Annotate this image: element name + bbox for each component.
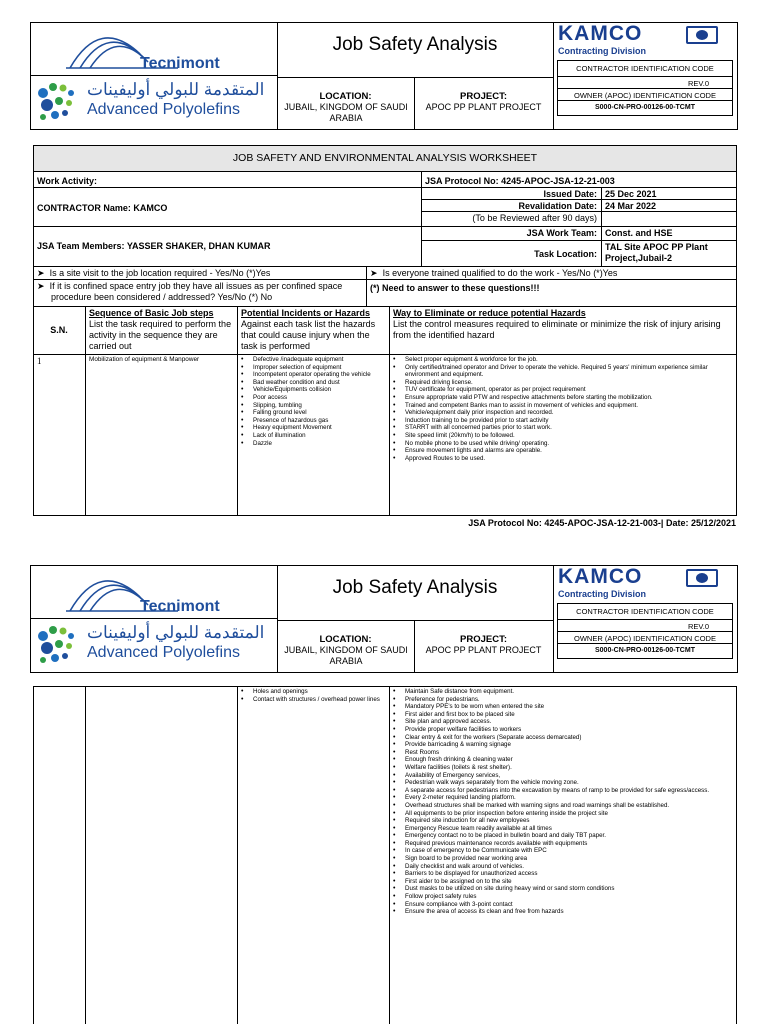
list-item: • Trained and competent Banks man to assist in movement of vehicles and equipment. <box>391 402 735 410</box>
kamco-name: KAMCO <box>558 565 643 588</box>
document-title: Job Safety Analysis <box>332 34 498 55</box>
list-item: • Welfare facilities (toilets & rest shelter). <box>391 764 735 772</box>
work-team-value: Const. and HSE <box>605 228 673 238</box>
list-item: • Ensure movement lights and alarms are operable. <box>391 447 735 455</box>
kamco-name: KAMCO <box>558 22 643 45</box>
list-item: • Barriers to be displayed for unauthorized access <box>391 870 735 878</box>
list-item: • First aider to be assigned on to the site <box>391 878 735 886</box>
list-item: • Induction training to be provided prior to start activity <box>391 417 735 425</box>
list-item: • Lack of illumination <box>239 432 387 440</box>
question-trained: ➤ Is everyone trained qualified to do the work - Yes/No (*)Yes <box>370 268 618 278</box>
kamco-division: Contracting Division <box>558 46 647 56</box>
list-item: • Site plan and approved access. <box>391 718 735 726</box>
review-note: (To be Reviewed after 90 days) <box>472 213 597 223</box>
list-item: • Bad weather condition and dust <box>239 379 387 387</box>
list-item: • Mandatory PPE's to be worn when entered the site <box>391 703 735 711</box>
task-location-label: Task Location: <box>534 249 597 259</box>
list-item: • Holes and openings <box>239 688 387 696</box>
contractor-name: CONTRACTOR Name: KAMCO <box>37 203 168 213</box>
list-item: • Improper selection of equipment <box>239 364 387 372</box>
document-title-2: Job Safety Analysis <box>332 577 498 598</box>
list-item: • Contact with structures / overhead power lines <box>239 696 387 704</box>
footer-protocol: JSA Protocol No: 4245-APOC-JSA-12-21-003-| Date: 25/12/2021 <box>468 518 736 528</box>
revalidation-date-value: 24 Mar 2022 <box>605 201 657 211</box>
list-item: • Provide barricading & warning signage <box>391 741 735 749</box>
project-label: PROJECT: <box>460 634 507 645</box>
location-value: JUBAIL, KINGDOM OF SAUDI ARABIA <box>284 645 408 666</box>
tecnimont-name: Tecnimont <box>140 598 220 615</box>
list-item: • Dazzle <box>239 440 387 448</box>
list-item: • Daily checklist and walk around of vehicles. <box>391 863 735 871</box>
list-item: • Sign board to be provided near working area <box>391 855 735 863</box>
question-site-visit: ➤ Is a site visit to the job location required - Yes/No (*)Yes <box>37 268 271 278</box>
apoc-logo-2 <box>33 620 275 672</box>
revision: REV.0 <box>688 622 709 631</box>
location-label: LOCATION: <box>319 634 372 645</box>
owner-code-label: OWNER (APOC) IDENTIFICATION CODE <box>574 91 716 100</box>
contractor-code-label: CONTRACTOR IDENTIFICATION CODE <box>576 607 714 616</box>
row-sn: 1 <box>37 356 42 366</box>
apoc-dots-icon <box>33 79 83 127</box>
apoc-arabic-name: المتقدمة للبولي أوليفينات <box>87 80 265 99</box>
list-item: • Availability of Emergency services, <box>391 772 735 780</box>
list-item: • No mobile phone to be used while driving/ operating. <box>391 440 735 448</box>
list-item: • Pedestrian walk ways separately from the vehicle moving zone. <box>391 779 735 787</box>
list-item: • Incompetent operator operating the vehicle <box>239 371 387 379</box>
team-members: JSA Team Members: YASSER SHAKER, DHAN KUMAR <box>37 241 271 251</box>
list-item: • Emergency contact no to be placed in bulletin board and daily TBT paper. <box>391 832 735 840</box>
revision: REV.0 <box>688 79 709 88</box>
list-item: • Provide proper welfare facilities to workers <box>391 726 735 734</box>
question-confined-space: ➤ If it is confined space entry job they have all issues as per confined space procedure been considered / addressed? Yes/No (*) No <box>37 281 343 302</box>
list-item: • Vehicle/equipment daily prior inspection and recorded. <box>391 409 735 417</box>
location-value: JUBAIL, KINGDOM OF SAUDI ARABIA <box>284 102 408 123</box>
kamco-emblem-icon <box>686 569 718 587</box>
list-item: • Site speed limit (20km/h) to be followed. <box>391 432 735 440</box>
list-item: • Falling ground level <box>239 409 387 417</box>
list-item: • Emergency Rescue team readily available at all times <box>391 825 735 833</box>
location-label: LOCATION: <box>319 91 372 102</box>
list-item: • Required site induction for all new employees <box>391 817 735 825</box>
worksheet-title: JOB SAFETY AND ENVIRONMENTAL ANALYSIS WORKSHEET <box>232 152 538 164</box>
tecnimont-logo-2 <box>60 567 270 617</box>
work-team-label: JSA Work Team: <box>526 228 597 238</box>
list-item: • Preference for pedestrians. <box>391 696 735 704</box>
list-item: • Ensure compliance with 3-point contact <box>391 901 735 909</box>
list-item: • All equipments to be prior inspection before entering inside the project site <box>391 810 735 818</box>
list-item: • Clear entry & exit for the workers (Separate access demarcated) <box>391 734 735 742</box>
apoc-english-name: Advanced Polyolefins <box>87 101 240 118</box>
hazards-list-page2 <box>239 688 387 703</box>
project-label: PROJECT: <box>460 91 507 102</box>
list-item: • TUV certificate for equipment, operator as per project requirement <box>391 386 735 394</box>
list-item: • Approved Routes to be used. <box>391 455 735 463</box>
list-item: • Every 2-meter required landing platform. <box>391 794 735 802</box>
controls-list-page2 <box>391 688 735 916</box>
row-job-step: Mobilization of equipment & Manpower <box>89 356 200 363</box>
kamco-emblem-icon <box>686 26 718 44</box>
list-item: • Ensure appropriate valid PTW and respective attachments before starting the mobilization. <box>391 394 735 402</box>
kamco-logo-2 <box>556 567 736 601</box>
list-item: • Enough fresh drinking & cleaning water <box>391 756 735 764</box>
list-item: • Vehicle/Equipments collision <box>239 386 387 394</box>
list-item: • A separate access for pedestrians into the excavation by means of ramp to be provided for safe egress/access. <box>391 787 735 795</box>
revalidation-date-label: Revalidation Date: <box>518 201 597 211</box>
work-activity-label: Work Activity: <box>37 176 98 186</box>
list-item: • Dust masks to be utilized on site during heavy wind or sand storm conditions <box>391 885 735 893</box>
column-controls: Way to Eliminate or reduce potential Hazards List the control measures required to eliminate or minimize the risk of injury arising from the identified hazard <box>393 308 721 340</box>
list-item: • Maintain Safe distance from equipment. <box>391 688 735 696</box>
answer-note: (*) Need to answer to these questions!!! <box>370 283 540 293</box>
project-value: APOC PP PLANT PROJECT <box>425 645 542 655</box>
list-item: • Follow project safety rules <box>391 893 735 901</box>
list-item: • First aider and first box to be placed site <box>391 711 735 719</box>
apoc-english-name: Advanced Polyolefins <box>87 644 240 661</box>
list-item: • Required previous maintenance records available with equipments <box>391 840 735 848</box>
owner-code-label: OWNER (APOC) IDENTIFICATION CODE <box>574 634 716 643</box>
column-sequence: Sequence of Basic Job steps List the task required to perform the activity in the sequence they are carried out <box>89 308 232 351</box>
list-item: • Heavy equipment Movement <box>239 424 387 432</box>
column-hazards: Potential Incidents or Hazards Against each task list the hazards that could cause injury when the task is performed <box>241 308 376 351</box>
list-item: • STARRT with all concerned parties prior to start work. <box>391 424 735 432</box>
column-sn: S.N. <box>50 325 68 335</box>
kamco-logo <box>556 24 736 58</box>
issued-date-value: 25 Dec 2021 <box>605 189 657 199</box>
tecnimont-logo <box>60 24 270 74</box>
list-item: • Overhead structures shall be marked with warning signs and road warnings shall be established. <box>391 802 735 810</box>
kamco-division: Contracting Division <box>558 589 647 599</box>
list-item: • Presence of hazardous gas <box>239 417 387 425</box>
apoc-arabic-name: المتقدمة للبولي أوليفينات <box>87 623 265 642</box>
contractor-code-label: CONTRACTOR IDENTIFICATION CODE <box>576 64 714 73</box>
list-item: • Only certified/trained operator and Driver to operate the vehicle. Required 5 years' minimum experience similar environment and equipment. <box>391 364 735 379</box>
list-item: • Ensure the area of access its clean and free from hazards <box>391 908 735 916</box>
list-item: • Select proper equipment & workforce for the job. <box>391 356 735 364</box>
tecnimont-name: Tecnimont <box>140 55 220 72</box>
apoc-dots-icon <box>33 622 83 670</box>
task-location-value: TAL Site APOC PP Plant Project,Jubail-2 <box>605 242 708 263</box>
document-code: S000-CN-PRO-00126-00-TCMT <box>595 104 695 111</box>
list-item: • Required driving license. <box>391 379 735 387</box>
issued-date-label: Issued Date: <box>543 189 597 199</box>
project-value: APOC PP PLANT PROJECT <box>425 102 542 112</box>
document-code: S000-CN-PRO-00126-00-TCMT <box>595 647 695 654</box>
list-item: • Poor access <box>239 394 387 402</box>
list-item: • Slipping, tumbling <box>239 402 387 410</box>
list-item: • Defective /inadequate equipment <box>239 356 387 364</box>
hazards-list-page1 <box>239 356 387 447</box>
apoc-logo <box>33 77 275 129</box>
list-item: • Rest Rooms <box>391 749 735 757</box>
jsa-protocol: JSA Protocol No: 4245-APOC-JSA-12-21-003 <box>425 176 615 186</box>
controls-list-page1 <box>391 356 735 462</box>
list-item: • In case of emergency to be Communicate with EPC <box>391 847 735 855</box>
